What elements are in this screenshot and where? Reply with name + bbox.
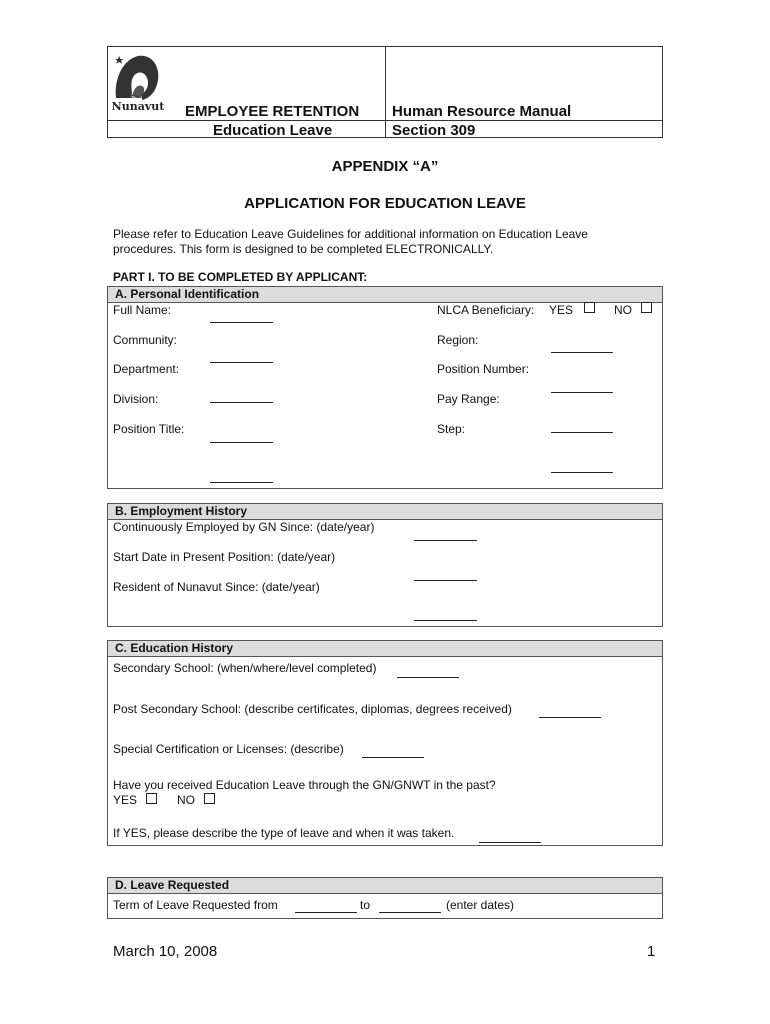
page-number: 1: [647, 943, 656, 960]
enter-dates-label: (enter dates): [446, 898, 515, 912]
section-a-title: A. Personal Identification: [108, 287, 662, 303]
division-label: Division:: [113, 392, 159, 406]
resident-since-field[interactable]: [414, 620, 477, 621]
certification-field[interactable]: [362, 757, 424, 758]
part1-heading: PART I. TO BE COMPLETED BY APPLICANT:: [113, 270, 368, 284]
pay-range-field[interactable]: [551, 432, 613, 433]
section-d-title: D. Leave Requested: [108, 878, 662, 894]
community-field[interactable]: [210, 362, 273, 363]
nunavut-crest-icon: [112, 50, 164, 114]
section-a-personal-identification: [107, 286, 663, 489]
header-divider-vertical: [385, 47, 386, 137]
past-leave-yes-label: YES: [113, 793, 138, 807]
region-label: Region:: [437, 333, 479, 347]
svg-text:ᓄᓇᕗᑦ: ᓄᓇᕗᑦ: [129, 93, 147, 100]
leave-from-field[interactable]: [295, 912, 357, 913]
employed-since-field[interactable]: [414, 540, 477, 541]
position-title-label: Position Title:: [113, 422, 185, 436]
community-label: Community:: [113, 333, 178, 347]
post-secondary-label: Post Secondary School: (describe certificates, diplomas, degrees received): [113, 702, 512, 716]
nlca-no-label: NO: [614, 303, 632, 317]
past-leave-no-label: NO: [177, 793, 195, 807]
header-right-line2: Section 309: [392, 122, 476, 139]
term-of-leave-label: Term of Leave Requested from: [113, 898, 278, 912]
position-number-field[interactable]: [551, 392, 613, 393]
intro-line1: Please refer to Education Leave Guidelines for additional information on Education Leave: [113, 227, 588, 241]
resident-since-label: Resident of Nunavut Since: (date/year): [113, 580, 320, 594]
leave-description-field[interactable]: [479, 842, 541, 843]
full-name-field[interactable]: [210, 322, 273, 323]
position-number-label: Position Number:: [437, 362, 530, 376]
intro-line2: procedures. This form is designed to be completed ELECTRONICALLY.: [113, 242, 494, 256]
section-c-title: C. Education History: [108, 641, 662, 657]
secondary-school-label: Secondary School: (when/where/level completed): [113, 661, 377, 675]
leave-to-field[interactable]: [379, 912, 441, 913]
leave-to-label: to: [360, 898, 371, 912]
position-title-field[interactable]: [210, 482, 273, 483]
header-table: [107, 46, 663, 138]
appendix-heading: APPENDIX “A”: [331, 158, 439, 175]
header-right-line1: Human Resource Manual: [392, 103, 572, 120]
past-leave-question: Have you received Education Leave through the GN/GNWT in the past?: [113, 778, 496, 792]
form-title: APPLICATION FOR EDUCATION LEAVE: [244, 195, 526, 212]
header-left-line2: Education Leave: [213, 122, 333, 139]
past-leave-no-checkbox[interactable]: [204, 793, 215, 804]
nlca-yes-checkbox[interactable]: [584, 302, 595, 313]
department-label: Department:: [113, 362, 180, 376]
header-divider-horizontal: [108, 120, 662, 121]
nlca-no-checkbox[interactable]: [641, 302, 652, 313]
full-name-label: Full Name:: [113, 303, 172, 317]
step-label: Step:: [437, 422, 466, 436]
section-b-title: B. Employment History: [108, 504, 662, 520]
header-left-line1: EMPLOYEE RETENTION: [185, 103, 360, 120]
nunavut-logo: [112, 50, 164, 114]
department-field[interactable]: [210, 402, 273, 403]
pay-range-label: Pay Range:: [437, 392, 500, 406]
nlca-beneficiary-label: NLCA Beneficiary:: [437, 303, 535, 317]
footer-date: March 10, 2008: [113, 943, 218, 960]
start-date-label: Start Date in Present Position: (date/year): [113, 550, 336, 564]
region-field[interactable]: [551, 352, 613, 353]
post-secondary-field[interactable]: [539, 717, 601, 718]
step-field[interactable]: [551, 472, 613, 473]
past-leave-yes-checkbox[interactable]: [146, 793, 157, 804]
certification-label: Special Certification or Licenses: (describe): [113, 742, 344, 756]
leave-description-label: If YES, please describe the type of leave and when it was taken.: [113, 826, 455, 840]
svg-text:Nunavut: Nunavut: [112, 100, 164, 113]
division-field[interactable]: [210, 442, 273, 443]
secondary-school-field[interactable]: [397, 677, 459, 678]
start-date-field[interactable]: [414, 580, 477, 581]
employed-since-label: Continuously Employed by GN Since: (date/year): [113, 520, 375, 534]
nlca-yes-label: YES: [549, 303, 574, 317]
